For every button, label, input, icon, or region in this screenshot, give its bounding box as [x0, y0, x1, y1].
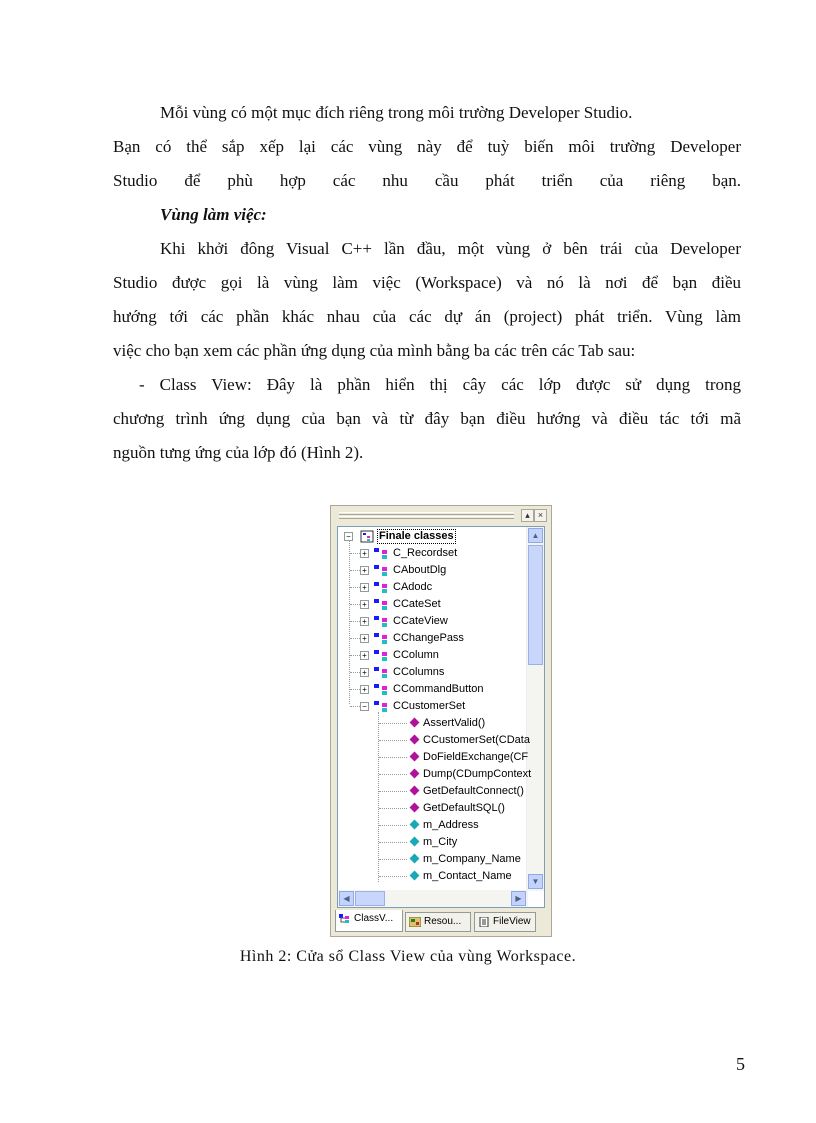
scroll-up-button[interactable]: ▲ [528, 528, 543, 543]
collapse-toggle[interactable]: − [360, 702, 369, 711]
class-label: CChangePass [393, 632, 464, 644]
class-icon-part [382, 669, 387, 673]
class-label: CColumns [393, 666, 445, 678]
class-icon [374, 548, 388, 559]
text-line: Bạn có thể sắp xếp lại các vùng này để tuỳ biến môi trường Developer [113, 137, 741, 156]
class-node[interactable] [338, 698, 528, 715]
text-line: Khi khởi đông Visual C++ lần đầu, một vùng ở bên trái của Developer [160, 239, 741, 258]
method-node[interactable] [338, 783, 528, 800]
class-icon-part [382, 550, 387, 554]
method-icon [410, 769, 420, 779]
class-icon-part [382, 601, 387, 605]
tree-connector [350, 655, 360, 656]
method-node[interactable] [338, 800, 528, 817]
member-node[interactable] [338, 817, 528, 834]
class-icon-part [382, 708, 387, 712]
class-icon-part [374, 701, 379, 705]
member-variable-icon [410, 820, 420, 830]
class-label: CCustomerSet [393, 700, 466, 712]
class-icon-part [374, 650, 379, 654]
class-node[interactable] [338, 545, 528, 562]
member-variable-icon [410, 854, 420, 864]
tree-connector [350, 638, 360, 639]
class-icon-part [382, 640, 387, 644]
tab-resource-view[interactable] [405, 912, 471, 932]
method-node[interactable] [338, 749, 528, 766]
class-node[interactable] [338, 562, 528, 579]
class-node[interactable] [338, 579, 528, 596]
class-icon [374, 565, 388, 576]
class-icon-part [374, 633, 379, 637]
expand-toggle[interactable]: + [360, 634, 369, 643]
class-icon-part [374, 582, 379, 586]
expand-toggle[interactable]: + [360, 566, 369, 575]
class-view-window [330, 505, 552, 937]
tab-label: FileView [493, 916, 531, 927]
member-label: m_Address [423, 819, 479, 831]
tree-connector [350, 553, 360, 554]
class-node[interactable] [338, 613, 528, 630]
tree-connector [350, 706, 360, 707]
method-node[interactable] [338, 766, 532, 783]
class-icon-part [374, 616, 379, 620]
member-variable-icon [410, 871, 420, 881]
member-label: m_City [423, 836, 458, 848]
text-line: hướng tới các phần khác nhau của các dự án (project) phát triển. Vùng làm [113, 307, 741, 326]
class-label: CAboutDlg [393, 564, 447, 576]
tab-class-view[interactable] [335, 910, 403, 932]
tree-connector [350, 604, 360, 605]
class-view-icon [339, 914, 351, 924]
figure-caption: Hình 2: Cửa sổ Class View của vùng Workspace. [239, 948, 577, 965]
workspace-tabs [335, 910, 549, 934]
method-icon [410, 752, 420, 762]
tree-root-node[interactable] [338, 528, 528, 545]
member-node[interactable] [338, 834, 528, 851]
method-label: Dump(CDumpContext [423, 768, 532, 780]
member-node[interactable] [338, 868, 528, 885]
class-icon [374, 616, 388, 627]
method-label: GetDefaultSQL() [423, 802, 505, 814]
tree-connector [379, 757, 407, 758]
tab-label: ClassV... [354, 913, 394, 924]
paragraph-workspace [113, 232, 741, 368]
class-label: C_Recordset [393, 547, 458, 559]
class-icon-part [382, 674, 387, 678]
class-icon-part [374, 684, 379, 688]
class-icon-part [382, 584, 387, 588]
class-label: CCateSet [393, 598, 441, 610]
page-number: 5 [736, 1054, 745, 1074]
tree-connector [350, 570, 360, 571]
class-node[interactable] [338, 596, 528, 613]
paragraph-intro [113, 96, 741, 198]
tree-connector [350, 689, 360, 690]
method-node[interactable] [338, 732, 528, 749]
tree-connector [379, 791, 407, 792]
expand-toggle[interactable]: + [360, 685, 369, 694]
section-heading: Vùng làm việc: [160, 205, 267, 224]
collapse-toggle[interactable]: − [344, 532, 353, 541]
class-icon-part [374, 667, 379, 671]
class-icon [374, 650, 388, 661]
method-icon [410, 786, 420, 796]
paragraph-class-view [113, 368, 741, 470]
class-label: CCommandButton [393, 683, 484, 695]
file-view-icon [478, 917, 490, 927]
member-node[interactable] [338, 851, 528, 868]
tab-file-view[interactable] [474, 912, 536, 932]
class-node[interactable] [338, 681, 528, 698]
expand-toggle[interactable]: + [360, 549, 369, 558]
class-icon [374, 701, 388, 712]
expand-toggle[interactable]: + [360, 651, 369, 660]
titlebar-grip [339, 512, 514, 515]
class-icon-part [374, 599, 379, 603]
tree-connector [379, 859, 407, 860]
class-icon-part [382, 652, 387, 656]
member-variable-icon [410, 837, 420, 847]
text-line: Studio được gọi là vùng làm việc (Workspace) và nó là nơi để bạn điều [113, 273, 741, 292]
tree-connector [379, 876, 407, 877]
class-label: CAdodc [393, 581, 433, 593]
expand-toggle[interactable]: + [360, 668, 369, 677]
class-icon-part [382, 635, 387, 639]
method-label: CCustomerSet(CData [423, 734, 530, 746]
class-icon-part [382, 657, 387, 661]
tree-connector [350, 621, 360, 622]
expand-toggle[interactable]: + [360, 600, 369, 609]
class-icon-part [382, 618, 387, 622]
scroll-right-button[interactable]: ▶ [511, 891, 526, 906]
class-icon-part [382, 589, 387, 593]
maximize-button[interactable]: ▴ [521, 509, 534, 522]
tree-root-label: Finale classes [379, 530, 454, 542]
text-line: chương trình ứng dụng của bạn và từ đây bạn điều hướng và điều tác tới mã [113, 409, 741, 428]
scroll-down-button[interactable]: ▼ [528, 874, 543, 889]
tree-connector [350, 672, 360, 673]
scroll-thumb[interactable] [528, 545, 543, 665]
class-label: CCateView [393, 615, 448, 627]
class-icon [374, 633, 388, 644]
class-node[interactable] [338, 664, 528, 681]
class-icon [374, 684, 388, 695]
project-classes-icon [360, 530, 374, 543]
expand-toggle[interactable]: + [360, 617, 369, 626]
tree-connector [379, 842, 407, 843]
vertical-scrollbar[interactable] [526, 527, 544, 891]
class-icon [374, 599, 388, 610]
text-line: nguồn tưng ứng của lớp đó (Hình 2). [113, 443, 364, 462]
tree-connector [379, 740, 407, 741]
member-label: m_Contact_Name [423, 870, 512, 882]
hscroll-thumb[interactable] [355, 891, 385, 906]
class-icon-part [382, 567, 387, 571]
class-icon-part [382, 691, 387, 695]
text-line: Studio để phù hợp các nhu cầu phát triển của riêng bạn. [113, 171, 741, 190]
class-icon-part [382, 606, 387, 610]
class-icon-part [382, 703, 387, 707]
class-icon-part [382, 555, 387, 559]
tab-label: Resou... [424, 916, 462, 927]
window-titlebar [335, 509, 547, 521]
tree-connector [379, 723, 407, 724]
class-icon-part [374, 565, 379, 569]
class-tree[interactable] [337, 526, 545, 908]
tree-connector [379, 808, 407, 809]
scroll-left-button[interactable]: ◀ [339, 891, 354, 906]
class-node[interactable] [338, 630, 528, 647]
class-label: CColumn [393, 649, 439, 661]
member-label: m_Company_Name [423, 853, 521, 865]
class-icon-part [382, 572, 387, 576]
method-node[interactable] [338, 715, 528, 732]
class-node[interactable] [338, 647, 528, 664]
class-icon-part [382, 623, 387, 627]
tree-connector [350, 587, 360, 588]
method-label: GetDefaultConnect() [423, 785, 524, 797]
expand-toggle[interactable]: + [360, 583, 369, 592]
resource-view-icon [409, 917, 421, 927]
class-icon-part [382, 686, 387, 690]
horizontal-scrollbar[interactable] [338, 890, 528, 907]
method-icon [410, 803, 420, 813]
method-label: AssertValid() [423, 717, 486, 729]
text-line: Mỗi vùng có một mục đích riêng trong môi trường Developer Studio. [160, 103, 633, 122]
tree-connector [379, 774, 407, 775]
method-icon [410, 735, 420, 745]
text-line: - Class View: Đây là phần hiển thị cây các lớp được sử dụng trong [139, 375, 741, 394]
method-icon [410, 718, 420, 728]
method-label: DoFieldExchange(CF [423, 751, 529, 763]
class-icon [374, 667, 388, 678]
class-icon [374, 582, 388, 593]
text-line: việc cho bạn xem các phần ứng dụng của mình bằng ba các trên các Tab sau: [113, 341, 636, 360]
class-icon-part [374, 548, 379, 552]
close-button[interactable]: × [534, 509, 547, 522]
tree-connector [379, 825, 407, 826]
titlebar-grip [339, 516, 514, 519]
